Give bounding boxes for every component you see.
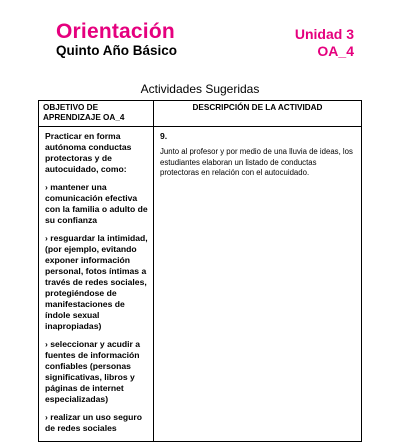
header-description-label: DESCRIPCIÓN DE LA ACTIVIDAD [192,103,323,112]
header-objective-label: OBJETIVO DE APRENDIZAJE OA_4 [43,103,125,122]
table-header-row [39,101,362,127]
description-cell [154,127,362,442]
objective-item: › realizar un uso seguro de redes sociales [45,412,142,433]
header-cell-description [154,101,362,127]
header-cell-objective [39,101,154,127]
section-title: Actividades Sugeridas [140,82,260,96]
activity-description: Junto al profesor y por medio de una lluvia de ideas, los estudiantes elaboran un listado de conductas protectoras en relación con el autocuidado. [160,147,353,177]
objective-list [45,131,149,434]
activities-table [38,100,362,442]
activity-number: 9. [160,131,168,141]
table-row [39,127,362,442]
objective-intro: Practicar en forma autónoma conductas protectoras y de autocuidado, como: [45,131,132,174]
page-subtitle: Quinto Año Básico [56,43,177,58]
oa-label: OA_4 [317,43,354,59]
page-title: Orientación [56,20,175,43]
objective-cell [39,127,154,442]
unit-label: Unidad 3 [294,26,354,42]
objective-item: › mantener una comunicación efectiva con la familia o adulto de su confianza [45,182,148,225]
objective-item: › seleccionar y acudir a fuentes de información confiables (personas significativas, libros y páginas de internet especializadas) [45,339,141,404]
objective-item: › resguardar la intimidad, (por ejemplo, evitando exponer información personal, fotos íntimas a través de redes sociales, protegiéndose de manifestaciones de índole sexual inapropiadas) [45,233,148,331]
